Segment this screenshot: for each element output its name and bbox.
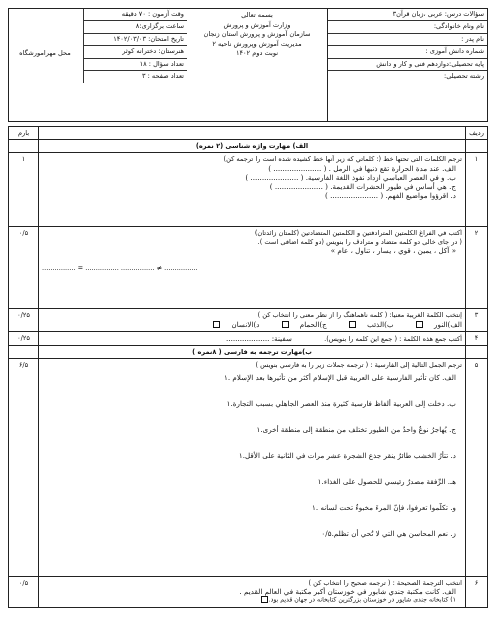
row-number-header: ردیف: [466, 127, 488, 140]
question-instruction: انتخب الترجمة الصحيحة : ( ترجمه صحیح را انتخاب کن ): [308, 579, 462, 588]
province-office: سازمان آموزش و پرورش استان زنجان: [203, 30, 311, 39]
answer-options: [42, 320, 462, 329]
question-3-body: [39, 309, 466, 331]
father-name-field: نام پدر :: [328, 34, 487, 46]
section-a-title: الف) مهارت واژه شناسی (۲ نمره): [39, 140, 466, 153]
translation-item: د. تتأرُ الخشب طائرٌ ينقر جذع الشجرة عشر مرات في الثانية على الأقل.۱: [238, 451, 456, 461]
question-number: ۵: [466, 359, 488, 577]
question-column-header: [39, 127, 466, 140]
checkbox[interactable]: [416, 321, 423, 328]
question-5-body: [39, 359, 466, 577]
start-time-field: ساعت برگزاری:۸: [83, 21, 187, 33]
translation-item: هـ. الرِّفقة مصدرٌ رئيسي للحصول على الغذاء.۱: [317, 477, 456, 487]
question-6-row: [9, 577, 488, 607]
question-line: د. اقرؤوا مواضيع الفهم. ( ..................... ): [325, 190, 456, 200]
question-number: ۳: [466, 309, 488, 331]
section-a-row: [9, 140, 488, 153]
exam-page: [8, 8, 488, 634]
ministry-heading: [187, 9, 327, 121]
word-bank: « آكل ، يمين ، قوي ، يسار ، تناول ، عام »: [330, 245, 456, 255]
subject-field: سؤالات درس: عربی ،زبان قرآن۳: [328, 9, 487, 21]
full-name-field: نام ونام خانوادگی:: [328, 21, 487, 33]
exam-header: [8, 8, 488, 122]
question-number: ۱: [466, 153, 488, 227]
grade-field: پایه تحصیلی:دوازدهم فنی و کار و دانش: [328, 59, 487, 71]
basmala: بسمه تعالی: [241, 11, 273, 19]
student-info-box: [327, 9, 487, 121]
translation-item: و. تكلَّموا تعرفوا، فإنّ المرءَ مخبوءٌ تحت لسانه .۱: [312, 503, 456, 513]
option-a[interactable]: الف)النور: [406, 320, 462, 329]
question-4-row: [9, 331, 488, 345]
question-line: الف. عند مدة الحرارة تقع ذنبها في الرمل . ( ..................... ): [268, 163, 456, 173]
option-c[interactable]: ج)الحمام: [272, 320, 327, 329]
question-3-row: [9, 309, 488, 331]
translation-item: الف. كان تأثير الفارسية على العربية قبل الإسلام أكثر من تأثيرها بعد الإسلام .۱: [223, 373, 456, 383]
question-word: سفینة: ...................: [226, 333, 292, 343]
duration-field: وقت آزمون : ۷۰ دقیقه: [83, 9, 187, 21]
question-4-body: [39, 331, 466, 345]
question-6-body: [39, 577, 466, 607]
exam-date-field: تاریخ امتحان: ۱۴۰۲/۰۳/۰۳: [83, 34, 187, 46]
checkbox[interactable]: [349, 321, 356, 328]
school-stamp-area: محل مهرامورشگاه: [19, 49, 71, 57]
question-instruction: ترجم الجمل التالية إلى الفارسية : ( ترجمه جملات زير را به فارسي بنويس ): [255, 361, 462, 370]
student-number-field: شماره دانش آموزی :: [328, 46, 487, 58]
question-2-body: [39, 227, 466, 309]
option-b[interactable]: ب)الذئب: [339, 320, 394, 329]
exam-info-box: [7, 9, 187, 121]
exam-term: نوبت دوم ۱۴۰۲: [235, 49, 279, 58]
page-count-field: تعداد صفحه : ۳: [83, 71, 187, 83]
question-instruction: إنتخب الكلمة الغريبة معنيا: ( كلمه ناهماهنگ را از نظر معنی را انتخاب کن ): [257, 311, 462, 320]
question-number: ۶: [466, 577, 488, 607]
questions-table: [8, 126, 488, 608]
answer-option[interactable]: ۱) کتابخانه جندی شاپور در خوزستان بزرگترین کتابخانه در جهان قدیم بود.: [42, 596, 462, 604]
checkbox[interactable]: [261, 596, 268, 603]
question-line: ( در جای خالی دو کلمه متضاد و مترادف را بنویس (دو کلمه اضافی است ).: [257, 237, 462, 246]
question-1-row: [9, 153, 488, 227]
question-1-body: [39, 153, 466, 227]
question-line: الف. كانت مكتبة جندي شابور في خوزستان أكبر مكتبة في العالم القديم .: [239, 587, 456, 597]
question-instruction: ترجم الکلمات التی تحتها خط (: كلماتي که زير آنها خط کشيده شده است را ترجمه کن): [223, 155, 462, 164]
question-count-field: تعداد سؤال : ۱۸: [83, 59, 187, 71]
checkbox[interactable]: [213, 321, 220, 328]
ministry-name: وزارت آموزش و پرورش: [223, 20, 291, 29]
option-d[interactable]: د)الانسان: [203, 320, 259, 329]
question-number: ۴: [466, 331, 488, 345]
question-line: ب. و في العصر العباسي ازداد نفوذ اللغة الفارسية. ( ..................... ): [245, 172, 456, 182]
section-b-row: [9, 345, 488, 358]
question-line: ج. هي أساس في طيور الحشرات القديمة. ( ..................... ): [269, 181, 456, 191]
checkbox[interactable]: [282, 321, 289, 328]
question-score: ۰/۲۵: [9, 309, 39, 331]
question-score: ۱: [9, 153, 39, 227]
translation-item: ج. يُهاجرُ نوعٌ واحدٌ من الطيور تختلف من منطقة إلى منطقة أخرى.۱: [256, 425, 456, 435]
translation-item: ز. نعم المحاسن هي التي لا تُحيِ أن تظلم.۰/۵: [321, 529, 456, 539]
table-header-row: [9, 127, 488, 140]
score-header: بارم: [9, 127, 39, 140]
question-score: ۰/۲۵: [9, 331, 39, 345]
district-office: مدیریت آموزش وپرورش ناحیه ۲: [212, 39, 302, 48]
question-instruction: اُكتب في الفراغ الكلمتين المترادفتين و الكلمتين المتضادتين (كلمتان زائدتان): [254, 229, 462, 238]
major-field: رشته تحصیلی:: [443, 71, 484, 80]
question-instruction: أكتب جمع هذه الكلمة : ( جمع این کلمه را بنویس).: [324, 334, 462, 343]
question-number: ۲: [466, 227, 488, 309]
answer-blanks: ................ ≠ ................ ................ = ................: [42, 263, 198, 272]
translation-item: ب. دخلت إلى العربية ألفاظ فارسية كثيرة منذ العصر الجاهلي بسبب التجارة.۱: [226, 399, 456, 409]
question-score: ۶/۵: [9, 359, 39, 577]
question-2-row: [9, 227, 488, 309]
question-score: ۰/۵: [9, 577, 39, 607]
section-b-title: ب)مهارت ترجمه به فارسی ( ۸نمره ): [39, 345, 466, 358]
question-score: ۰/۵: [9, 227, 39, 309]
school-field: هنرستان: دخترانه کوثر: [83, 46, 187, 58]
question-5-row: [9, 359, 488, 577]
